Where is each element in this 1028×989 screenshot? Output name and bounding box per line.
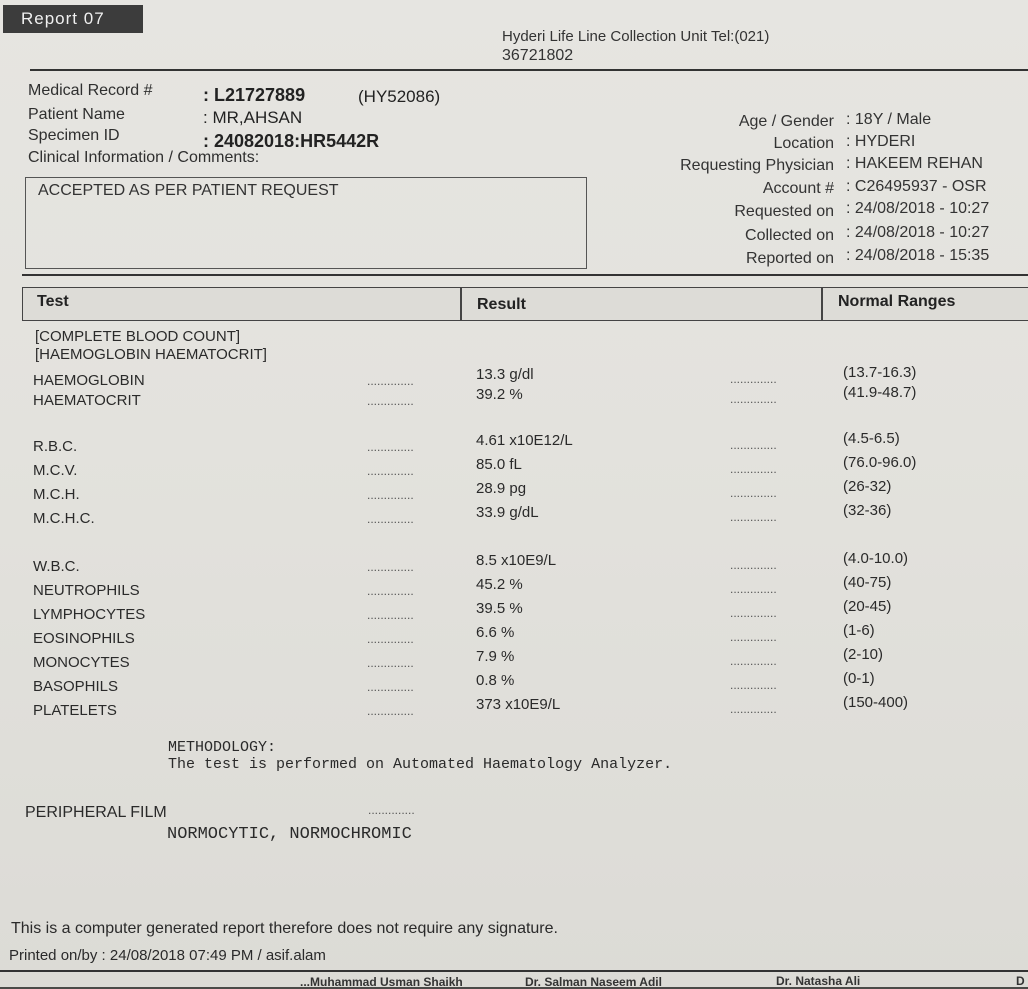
leader-dots: ..............: [730, 462, 777, 476]
test-name: M.C.V.: [33, 462, 78, 479]
leader-dots: ..............: [367, 512, 414, 526]
test-result: 28.9 pg: [476, 480, 527, 497]
leader-dots: ..............: [367, 680, 414, 694]
leader-dots: ..............: [367, 608, 414, 622]
test-result: 0.8 %: [476, 672, 515, 689]
mrn-label: Medical Record #: [28, 82, 153, 99]
leader-dots: ..............: [367, 656, 414, 670]
results-table-header: [22, 287, 1028, 321]
comment-text: ACCEPTED AS PER PATIENT REQUEST: [38, 182, 339, 199]
leader-dots: ..............: [367, 488, 414, 502]
test-name: LYMPHOCYTES: [33, 606, 146, 623]
leader-dots: ..............: [730, 558, 777, 572]
signature-name: Dr. Salman Naseem Adil: [525, 975, 662, 989]
normal-range: (2-10): [843, 646, 884, 663]
header-separator: [821, 288, 823, 320]
leader-dots: ..............: [730, 702, 777, 716]
test-name: HAEMOGLOBIN: [33, 372, 145, 389]
physician-value: : HAKEEM REHAN: [846, 155, 983, 172]
footer-divider: [0, 970, 1028, 972]
signature-name: D: [1016, 974, 1025, 988]
test-name: R.B.C.: [33, 438, 78, 455]
test-result: 13.3 g/dl: [476, 366, 534, 383]
patient-name-label: Patient Name: [28, 106, 125, 123]
signature-name: ...Muhammad Usman Shaikh: [300, 975, 463, 989]
test-result: 373 x10E9/L: [476, 696, 561, 713]
leader-dots: ..............: [730, 438, 777, 452]
header-separator: [460, 288, 462, 320]
collection-unit-tel: 36721802: [502, 47, 574, 64]
requested-on-value: : 24/08/2018 - 10:27: [846, 200, 990, 217]
reported-on-label: Reported on: [745, 250, 834, 267]
normal-range: (40-75): [843, 574, 892, 591]
computer-generated-notice: This is a computer generated report therefore does not require any signature.: [11, 920, 558, 937]
printed-on-by: Printed on/by : 24/08/2018 07:49 PM / asif.alam: [9, 947, 326, 964]
patient-divider: [22, 274, 1028, 276]
specimen-value: : 24082018:HR5442R: [203, 131, 380, 151]
normal-range: (26-32): [843, 478, 892, 495]
age-gender-value: : 18Y / Male: [846, 111, 932, 128]
normal-range: (1-6): [843, 622, 875, 639]
peripheral-film-value: NORMOCYTIC, NORMOCHROMIC: [167, 825, 412, 844]
header-divider: [30, 69, 1028, 71]
mrn-value: : L21727889: [203, 85, 306, 105]
test-result: 6.6 %: [476, 624, 515, 641]
methodology-text: The test is performed on Automated Haematology Analyzer.: [168, 756, 673, 773]
account-label: Account #: [762, 180, 834, 197]
mrn-alt: (HY52086): [358, 87, 441, 106]
leader-dots: ..............: [730, 654, 777, 668]
normal-range: (0-1): [843, 670, 875, 687]
normal-range: (4.0-10.0): [843, 550, 909, 567]
methodology-label: METHODOLOGY:: [168, 739, 277, 756]
test-name: PLATELETS: [33, 702, 117, 719]
test-result: 39.2 %: [476, 386, 523, 403]
leader-dots: ..............: [367, 584, 414, 598]
leader-dots: ..............: [730, 582, 777, 596]
normal-range: (41.9-48.7): [843, 384, 917, 401]
peripheral-film-dots: ..............: [368, 803, 415, 817]
leader-dots: ..............: [367, 374, 414, 388]
account-value: : C26495937 - OSR: [846, 178, 987, 195]
leader-dots: ..............: [367, 632, 414, 646]
test-name: BASOPHILS: [33, 678, 119, 695]
test-result: 45.2 %: [476, 576, 523, 593]
test-name: M.C.H.C.: [33, 510, 95, 527]
normal-range: (4.5-6.5): [843, 430, 900, 447]
test-name: HAEMATOCRIT: [33, 392, 141, 409]
location-value: : HYDERI: [846, 133, 916, 150]
test-result: 39.5 %: [476, 600, 523, 617]
collected-on-value: : 24/08/2018 - 10:27: [846, 224, 990, 241]
reported-on-value: : 24/08/2018 - 15:35: [846, 247, 990, 264]
physician-label: Requesting Physician: [680, 157, 834, 174]
requested-on-label: Requested on: [734, 203, 834, 220]
leader-dots: ..............: [730, 486, 777, 500]
leader-dots: ..............: [367, 560, 414, 574]
leader-dots: ..............: [367, 394, 414, 408]
collection-unit-line: Hyderi Life Line Collection Unit Tel:(021): [502, 28, 770, 45]
leader-dots: ..............: [730, 630, 777, 644]
col-test-header: Test: [37, 293, 69, 310]
test-result: 33.9 g/dL: [476, 504, 539, 521]
leader-dots: ..............: [730, 392, 777, 406]
peripheral-film-label: PERIPHERAL FILM: [25, 804, 167, 821]
leader-dots: ..............: [730, 372, 777, 386]
col-ranges-header: Normal Ranges: [838, 293, 956, 310]
signature-name: Dr. Natasha Ali: [776, 974, 861, 988]
normal-range: (13.7-16.3): [843, 364, 917, 381]
test-result: 4.61 x10E12/L: [476, 432, 573, 449]
location-label: Location: [773, 135, 834, 152]
report-tag: Report 07: [3, 5, 143, 33]
test-result: 8.5 x10E9/L: [476, 552, 557, 569]
test-name: EOSINOPHILS: [33, 630, 135, 647]
leader-dots: ..............: [367, 440, 414, 454]
normal-range: (150-400): [843, 694, 909, 711]
leader-dots: ..............: [367, 704, 414, 718]
clinical-info-label: Clinical Information / Comments:: [28, 149, 260, 166]
test-name: M.C.H.: [33, 486, 80, 503]
col-result-header: Result: [477, 296, 526, 313]
test-name: MONOCYTES: [33, 654, 130, 671]
test-result: 85.0 fL: [476, 456, 522, 473]
section-complete-blood-count: [COMPLETE BLOOD COUNT]: [35, 328, 241, 345]
section-haemoglobin-haematocrit: [HAEMOGLOBIN HAEMATOCRIT]: [35, 346, 267, 363]
normal-range: (20-45): [843, 598, 892, 615]
test-name: W.B.C.: [33, 558, 80, 575]
leader-dots: ..............: [367, 464, 414, 478]
comment-box: [25, 177, 587, 269]
normal-range: (76.0-96.0): [843, 454, 917, 471]
age-gender-label: Age / Gender: [738, 113, 834, 130]
test-name: NEUTROPHILS: [33, 582, 140, 599]
leader-dots: ..............: [730, 510, 777, 524]
collected-on-label: Collected on: [745, 227, 834, 244]
leader-dots: ..............: [730, 678, 777, 692]
leader-dots: ..............: [730, 606, 777, 620]
normal-range: (32-36): [843, 502, 892, 519]
patient-name-value: : MR,AHSAN: [203, 108, 303, 127]
specimen-label: Specimen ID: [28, 127, 120, 144]
test-result: 7.9 %: [476, 648, 515, 665]
